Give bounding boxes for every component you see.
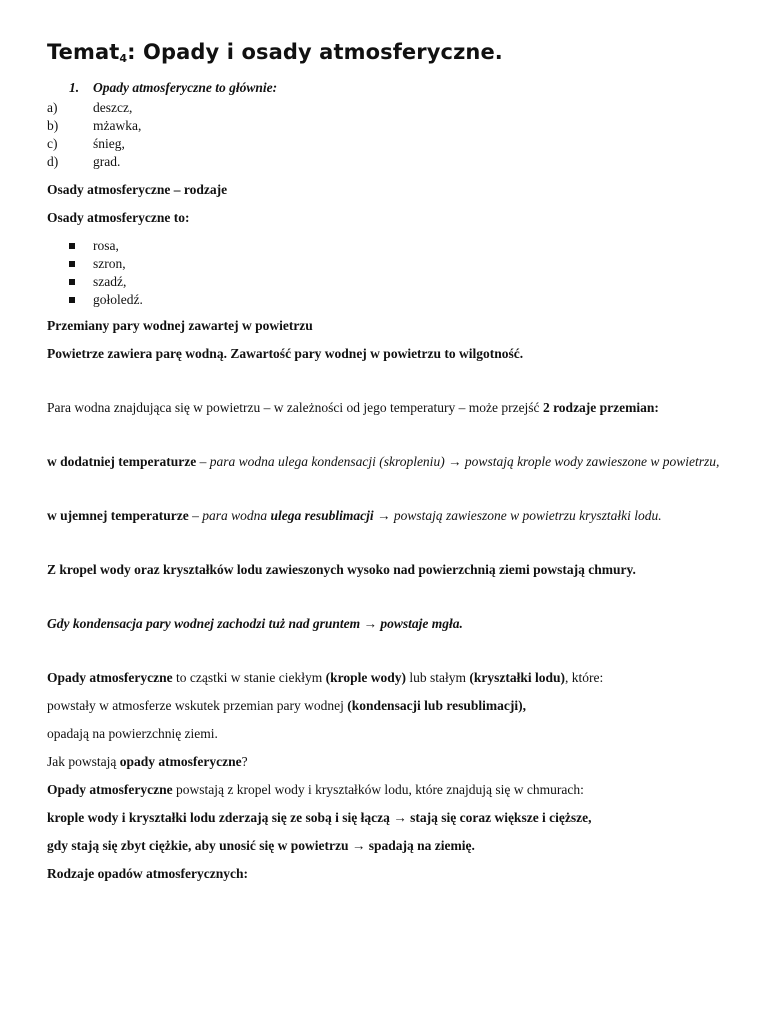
ujemna-paragraph [47,507,727,525]
ujemna-italic-2: → powstają zawieszone w powietrzu kryształki lodu. [373,508,662,523]
list-marker: b) [47,118,59,133]
chmury-paragraph: Z kropel wody oraz kryształków lodu zawieszonych wysoko nad powierzchnią ziemi powstają chmury. [47,562,636,577]
dodatnia-paragraph [47,453,727,471]
jak-text-1: Jak powstają [47,754,120,769]
square-bullet-icon [69,297,75,303]
opady-def-bold-3: (kryształki lodu) [469,670,565,685]
square-bullet-icon [69,261,75,267]
osady-to-heading: Osady atmosferyczne to: [47,210,190,225]
list-item-text: mżawka, [93,118,142,133]
list-item [47,135,727,153]
opady-def-text-2: lub stałym [405,670,470,685]
ujemna-bold-italic: ulega resublimacji [270,508,374,523]
list-item-text: śnieg, [93,136,125,151]
ujemna-bold: w ujemnej temperaturze [47,508,189,523]
section-1-number: 1. [69,80,80,95]
przemiany-heading: Przemiany pary wodnej zawartej w powietrzu [47,318,313,333]
powstaja-line [47,781,727,799]
list-item-text: deszcz, [93,100,133,115]
dodatnia-bold: w dodatniej temperaturze [47,454,197,469]
ciezkie-line: gdy stają się zbyt ciężkie, aby unosić się w powietrzu → spadają na ziemię. [47,838,475,853]
powstaly-bold: (kondensacji lub resublimacji), [347,698,526,713]
jak-question [47,753,727,771]
list-item [69,273,727,291]
list-marker: a) [47,100,58,115]
title-subscript: 4 [119,52,128,65]
para-wodna-paragraph [47,399,727,417]
title-main: Temat [47,40,120,64]
list-item-text: rosa, [93,238,119,253]
list-item-text: szron, [93,256,126,271]
ujemna-dash: – [188,508,203,523]
para-wodna-text: Para wodna znajdująca się w powietrzu – w zależności od jego temperatury – może przejść [47,400,543,415]
opady-definition [47,669,727,687]
jak-bold: opady atmosferyczne [119,754,242,769]
jak-text-2: ? [241,754,248,769]
rodzaje-heading: Rodzaje opadów atmosferycznych: [47,866,248,881]
opady-def-text-1: to cząstki w stanie ciekłym [172,670,326,685]
powietrze-paragraph: Powietrze zawiera parę wodną. Zawartość pary wodnej w powietrzu to wilgotność. [47,346,524,361]
document-page [47,40,727,883]
square-bullet-icon [69,279,75,285]
powstaja-bold: Opady atmosferyczne [47,782,173,797]
list-item [69,291,727,309]
powstaja-text: powstają z kropel wody i kryształków lodu, które znajdują się w chmurach: [172,782,584,797]
dodatnia-italic: para wodna ulega kondensacji (skropleniu) → powstają krople wody zawieszone w powietrzu, [209,454,720,469]
list-marker: c) [47,136,58,151]
para-wodna-bold: 2 rodzaje przemian: [542,400,659,415]
opady-def-bold-2: (krople wody) [325,670,406,685]
list-item-text: gołoledź. [93,292,143,307]
opady-def-text-3: , które: [564,670,604,685]
list-item-text: grad. [93,154,121,169]
opady-def-bold-1: Opady atmosferyczne [47,670,173,685]
page-title [47,40,727,65]
list-marker: d) [47,154,59,169]
list-item [69,237,727,255]
list-item [47,153,727,171]
ujemna-italic-1: para wodna [202,508,271,523]
square-bullet-icon [69,243,75,249]
krople-line: krople wody i kryształki lodu zderzają się ze sobą i się łączą → stają się coraz większe i cięższe, [47,810,592,825]
list-item [47,117,727,135]
list-item [69,255,727,273]
section-1-heading-text: Opady atmosferyczne to głównie: [93,80,278,95]
list-item [47,99,727,117]
deposits-list [47,237,727,309]
powstaly-line [47,697,727,715]
opadaja-line: opadają na powierzchnię ziemi. [47,726,218,741]
list-item-text: szadź, [93,274,127,289]
mgla-paragraph: Gdy kondensacja pary wodnej zachodzi tuż nad gruntem → powstaje mgła. [47,616,463,631]
section-1-heading [69,79,727,97]
powstaly-text: powstały w atmosferze wskutek przemian pary wodnej [47,698,348,713]
precipitation-list [47,99,727,171]
title-rest: : Opady i osady atmosferyczne. [127,40,503,64]
dodatnia-dash: – [196,454,210,469]
osady-rodzaje-heading: Osady atmosferyczne – rodzaje [47,182,228,197]
